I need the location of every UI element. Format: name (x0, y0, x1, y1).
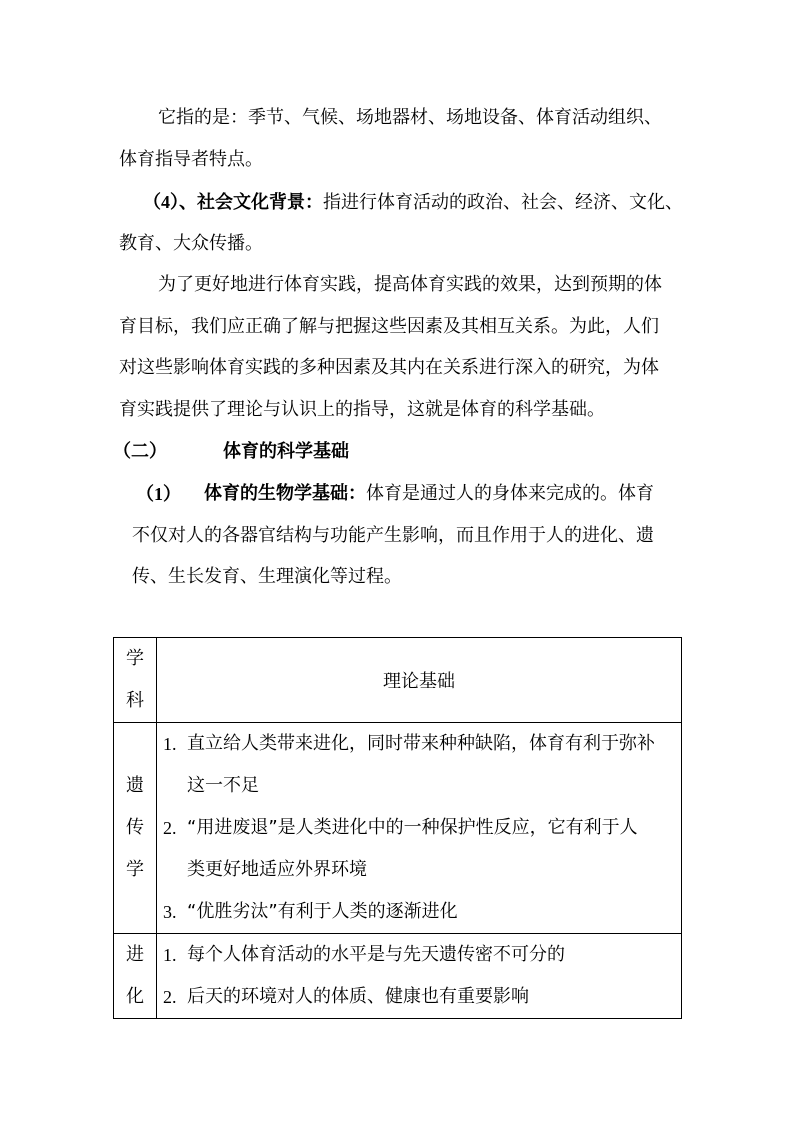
item-text: 后天的环境对人的体质、健康也有重要影响 (187, 986, 529, 1007)
item-number: 1. (163, 945, 177, 965)
list-item (157, 976, 681, 1018)
subject-cell (114, 934, 157, 1019)
item-text: “优胜劣汰”有利于人类的逐渐进化 (187, 901, 458, 922)
header-theory-cell: 理论基础 (157, 638, 682, 723)
subject-char: 学 (126, 859, 144, 880)
list-item (157, 934, 681, 976)
theory-cell (157, 934, 682, 1019)
paragraph-text: 体育是通过人的身体来完成的。体育 (366, 483, 654, 504)
list-item (157, 723, 681, 807)
item-number: （4）、 (143, 192, 197, 212)
item-number: 2. (163, 987, 177, 1007)
header-subject-char: 科 (126, 690, 144, 711)
subject-char: 进 (126, 944, 144, 965)
header-subject-char: 学 (126, 648, 144, 669)
paragraph-line: 为了更好地进行体育实践，提高体育实践的效果，达到预期的体 (158, 274, 662, 295)
item-number: 2. (163, 818, 177, 838)
item-number: 1. (163, 734, 177, 754)
subject-cell (114, 723, 157, 934)
paragraph-line: 育目标，我们应正确了解与把握这些因素及其相互关系。为此，人们 (119, 316, 659, 337)
subsection-body (204, 482, 654, 506)
item-text: “用进废退”是人类进化中的一种保护性反应，它有利于人 (187, 817, 638, 838)
subsection-line (136, 482, 654, 507)
table-header-row (114, 638, 682, 723)
paragraph-text: 指进行体育活动的政治、社会、经济、文化、 (323, 192, 683, 213)
paragraph-line: 教育、大众传播。 (119, 233, 263, 254)
section-heading (113, 440, 349, 464)
paragraph-line: 传、生长发育、生理演化等过程。 (132, 566, 402, 587)
table-row (114, 934, 682, 1019)
list-item (157, 891, 681, 933)
item-text: 每个人体育活动的水平是与先天遗传密不可分的 (187, 944, 565, 965)
theory-cell (157, 723, 682, 934)
subsection-number: （1） (136, 484, 181, 504)
section-title: 体育的科学基础 (223, 441, 349, 462)
subject-char: 传 (126, 817, 144, 838)
header-subject-cell (114, 638, 157, 723)
item-text: 这一不足 (187, 775, 259, 796)
paragraph-line: 育实践提供了理论与认识上的指导，这就是体育的科学基础。 (119, 399, 605, 420)
item-number: 3. (163, 902, 177, 922)
paragraph-line: 不仅对人的各器官结构与功能产生影响，而且作用于人的进化、遗 (132, 525, 654, 546)
table-row (114, 723, 682, 934)
term-heading: 社会文化背景： (197, 192, 323, 213)
item-text: 直立给人类带来进化，同时带来种种缺陷，体育有利于弥补 (187, 733, 655, 754)
section-number: （二） (113, 441, 167, 462)
paragraph-line: 对这些影响体育实践的多种因素及其内在关系进行深入的研究，为体 (119, 357, 659, 378)
term-heading: 体育的生物学基础： (204, 483, 366, 504)
list-item (157, 807, 681, 891)
paragraph-line: 它指的是：季节、气候、场地器材、场地设备、体育活动组织、 (158, 107, 662, 128)
item-text: 类更好地适应外界环境 (187, 859, 367, 880)
subject-char: 化 (126, 986, 144, 1007)
theory-table (113, 637, 682, 1019)
paragraph-line: 体育指导者特点。 (119, 149, 263, 170)
paragraph-line (143, 190, 683, 215)
subject-char: 遗 (126, 775, 144, 796)
